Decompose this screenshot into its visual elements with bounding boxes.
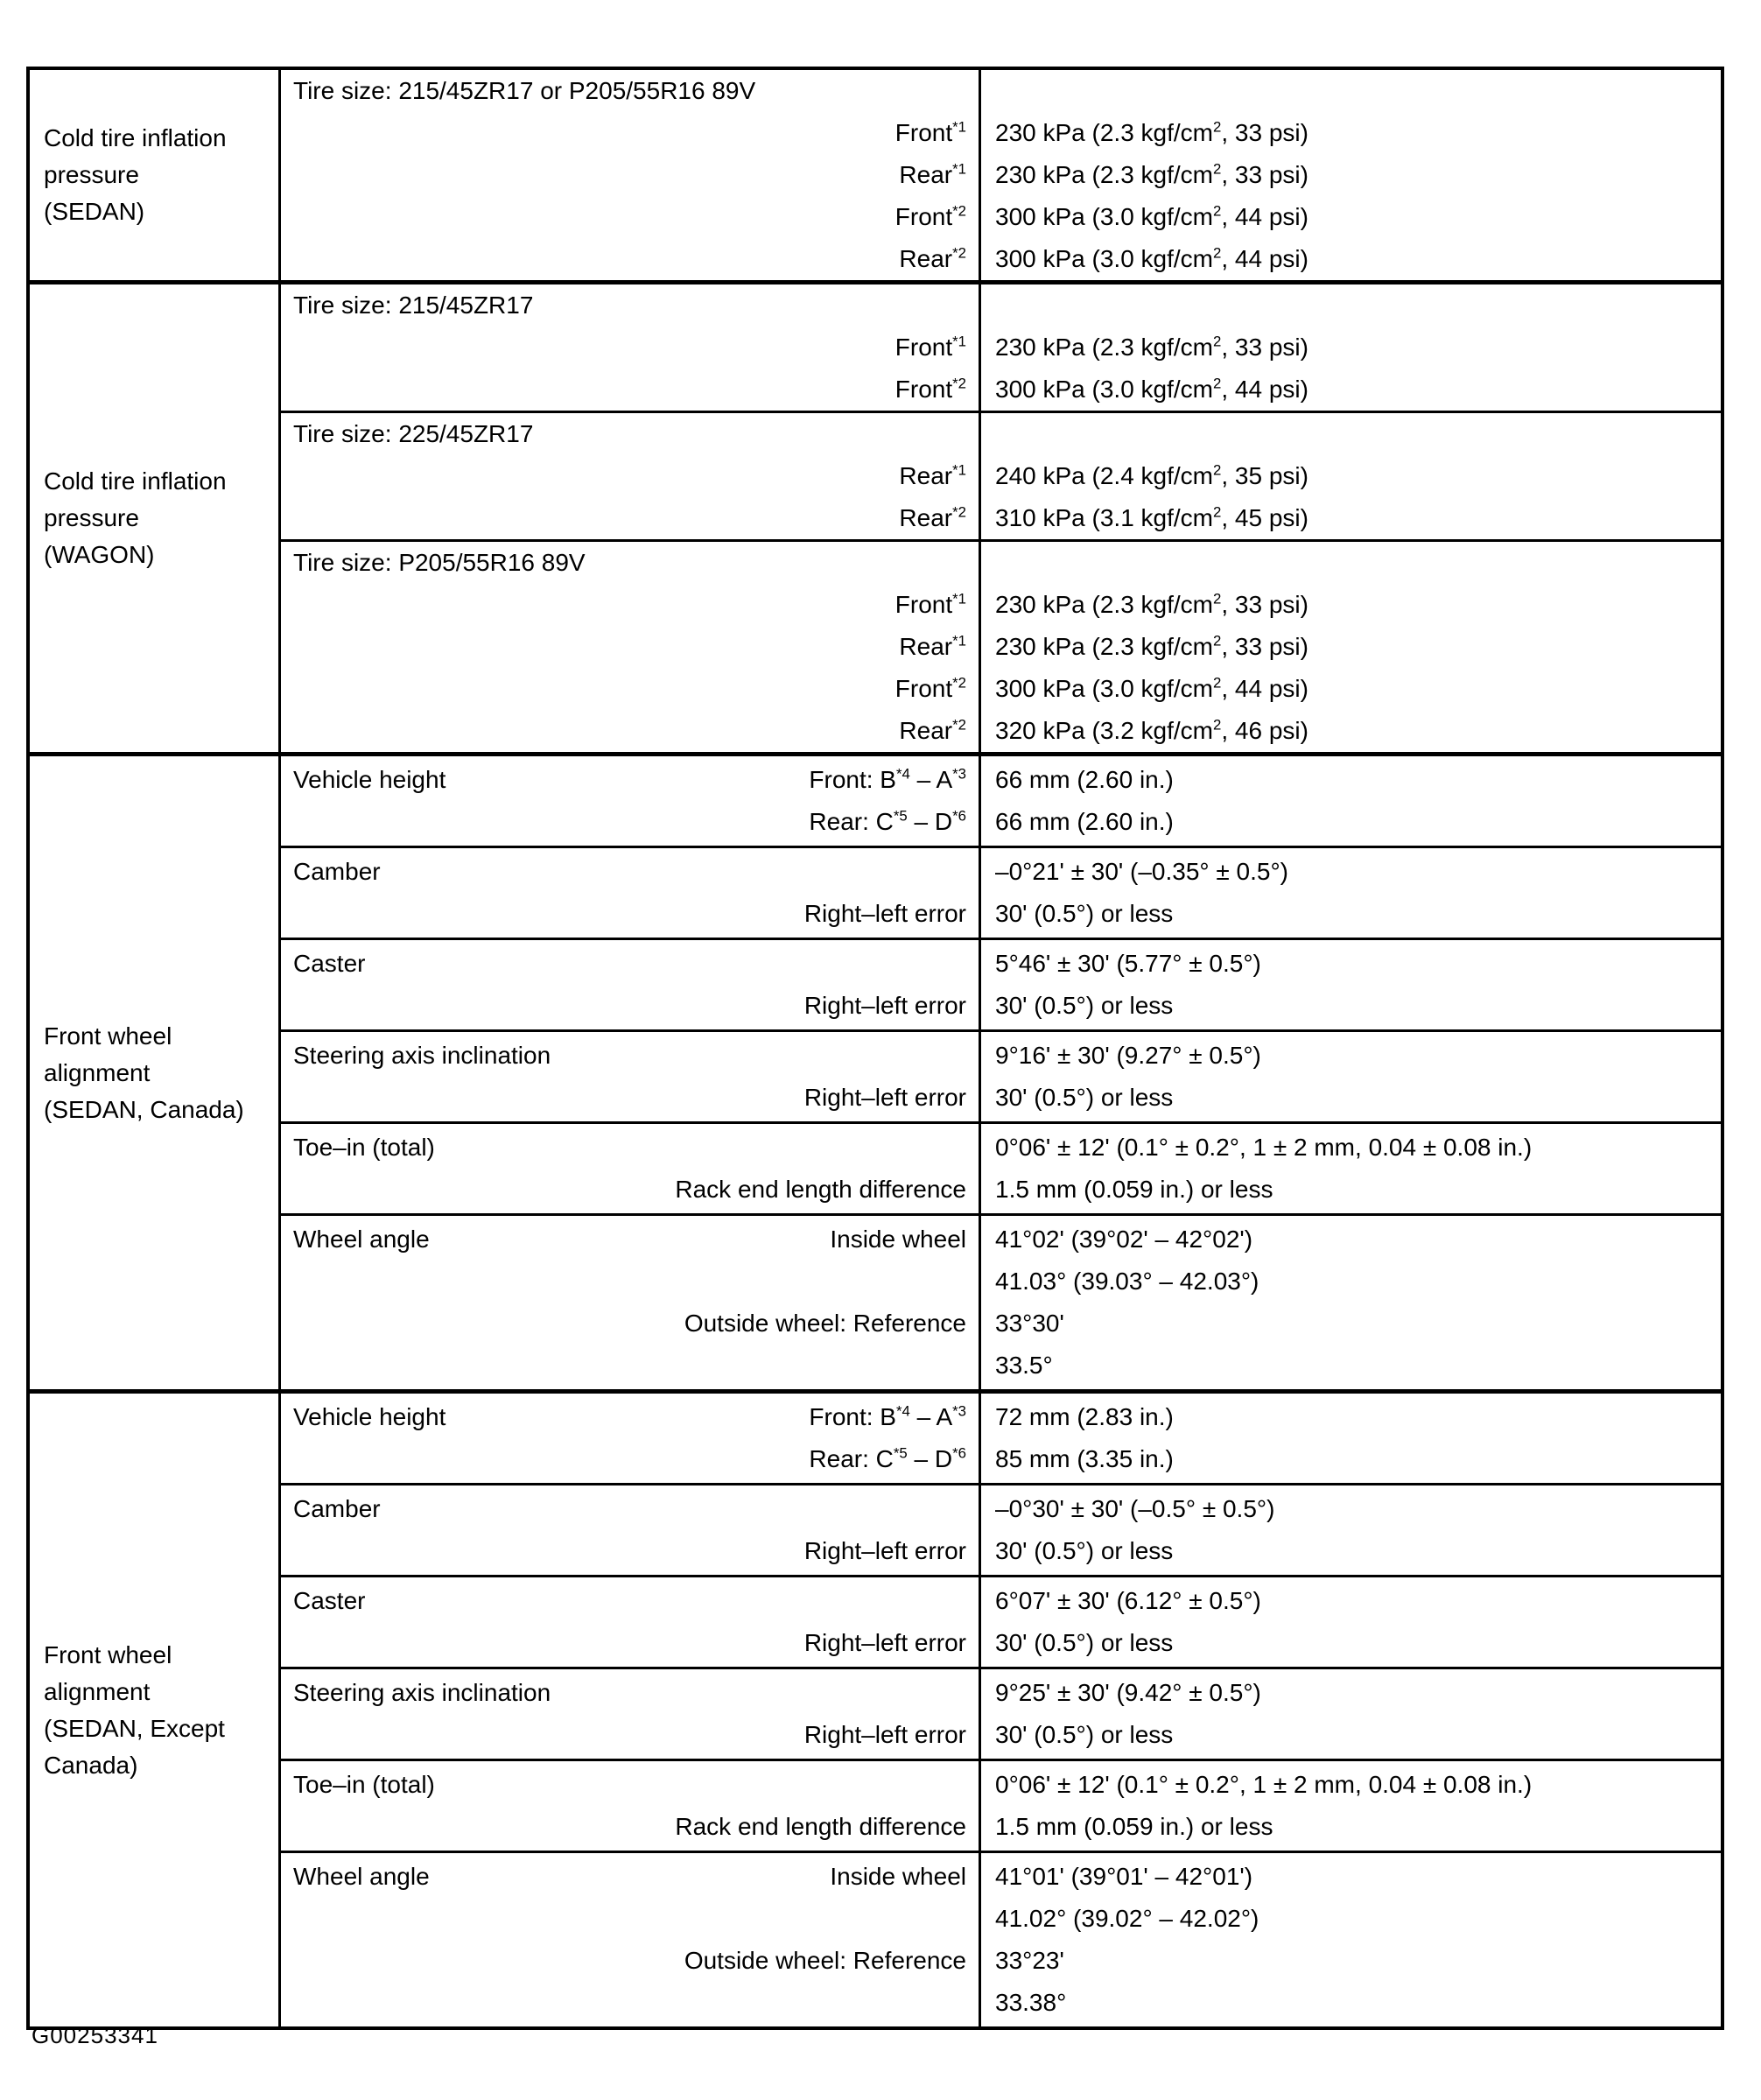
row-value: 85 mm (3.35 in.) [995,1445,1174,1472]
section-label-line: (SEDAN) [44,198,145,225]
spec-group-wheel-angle [281,1213,1721,1389]
row-sublabel: Front: $B^{*4} - A^{*3}$ [809,1402,966,1430]
section-label-line: alignment [44,1058,151,1086]
section-label-line: alignment [44,1677,151,1705]
row-value: 240 kPa (2.4 kgf/$cm^2$, 35 psi) [995,461,1308,489]
row-sublabel: Rear$^{*2}$ [899,244,966,272]
row-value: 30' (0.5°) or less [995,1629,1174,1656]
row-value-spacer [981,284,1721,327]
spec-group-steering-axis-inclination [281,1667,1721,1759]
row-sublabel: Front$^{*2}$ [895,202,966,230]
row-sublabel: Rear$^{*1}$ [899,160,966,188]
group-label: Vehicle height [293,766,446,793]
row-sublabel: Rear: $C^{*5} - D^{*6}$ [809,1444,966,1472]
section-alignment-sedan-except-canada [30,1389,1721,2026]
row-value: 230 kPa (2.3 kgf/$cm^2$, 33 psi) [995,632,1308,660]
row-value: 230 kPa (2.3 kgf/$cm^2$, 33 psi) [995,160,1308,188]
spec-group-vehicle-height [281,756,1721,846]
row-value: 41.02° (39.02° – 42.02°) [995,1905,1259,1932]
row-value: 33°30' [995,1310,1064,1337]
row-value: –0°21' ± 30' (–0.35° ± 0.5°) [995,858,1288,885]
row-value: 230 kPa (2.3 kgf/$cm^2$, 33 psi) [995,118,1308,146]
row-sublabel: Inside wheel [830,1863,966,1890]
section-label-line: pressure [44,504,139,531]
row-value: 30' (0.5°) or less [995,900,1174,927]
spec-group-caster [281,938,1721,1029]
section-tire-pressure-wagon [30,280,1721,752]
tire-size-header: Tire size: 215/45ZR17 or P205/55R16 89V [293,77,756,104]
group-label: Steering axis inclination [293,1042,551,1069]
row-sublabel: Front$^{*1}$ [895,590,966,618]
row-sublabel [281,1261,979,1303]
row-value-spacer [981,413,1721,455]
row-value: 66 mm (2.60 in.) [995,766,1174,793]
section-tire-pressure-sedan [30,70,1721,280]
row-sublabel: Right–left error [803,1537,966,1564]
row-sublabel: Right–left error [803,900,966,927]
row-sublabel: Right–left error [803,1721,966,1748]
row-value: 41°01' (39°01' – 42°01') [995,1863,1253,1890]
group-label: Toe–in (total) [293,1771,435,1798]
row-sublabel: Rack end length difference [675,1176,966,1203]
section-alignment-sedan-canada [30,752,1721,1389]
section-label [30,284,281,752]
row-value: 310 kPa (3.1 kgf/$cm^2$, 45 psi) [995,503,1308,531]
tire-size-group [281,70,1721,280]
section-label-line: Cold tire inflation [44,467,227,495]
row-value: 1.5 mm (0.059 in.) or less [995,1813,1273,1840]
row-value: 30' (0.5°) or less [995,1721,1174,1748]
row-sublabel: Rack end length difference [675,1813,966,1840]
section-label [30,1394,281,2026]
row-value: 41°02' (39°02' – 42°02') [995,1226,1253,1253]
group-label: Toe–in (total) [293,1134,435,1161]
group-label: Vehicle height [293,1403,446,1430]
spec-group-toe-in [281,1121,1721,1213]
section-label-line: (SEDAN, Except [44,1714,225,1742]
group-label: Steering axis inclination [293,1679,551,1706]
spec-group-vehicle-height [281,1394,1721,1483]
group-label: Caster [293,1587,366,1614]
row-value: 9°16' ± 30' (9.27° ± 0.5°) [995,1042,1261,1069]
row-sublabel: Front$^{*2}$ [895,674,966,702]
row-value-spacer [981,70,1721,112]
row-value: 300 kPa (3.0 kgf/$cm^2$, 44 psi) [995,375,1308,403]
row-sublabel: Outside wheel: Reference [684,1947,966,1974]
section-label-line: pressure [44,161,139,188]
row-value: 33.5° [995,1352,1053,1379]
section-label [30,756,281,1389]
row-sublabel: Front$^{*1}$ [895,333,966,361]
specification-table [26,67,1724,2030]
row-value: 66 mm (2.60 in.) [995,808,1174,835]
group-label: Wheel angle [293,1226,430,1253]
tire-size-group [281,284,1721,411]
row-sublabel: Rear$^{*1}$ [899,461,966,489]
row-value: 320 kPa (3.2 kgf/$cm^2$, 46 psi) [995,716,1308,744]
row-value-spacer [981,542,1721,584]
row-value: 6°07' ± 30' (6.12° ± 0.5°) [995,1587,1261,1614]
spec-group-camber [281,1483,1721,1575]
section-label [30,70,281,280]
section-label-line: (WAGON) [44,541,155,568]
tire-size-header: Tire size: P205/55R16 89V [293,549,586,576]
row-sublabel [281,1898,979,1940]
row-value: 230 kPa (2.3 kgf/$cm^2$, 33 psi) [995,590,1308,618]
row-value: 41.03° (39.03° – 42.03°) [995,1268,1259,1295]
spec-group-wheel-angle [281,1851,1721,2026]
figure-code: G00253341 [32,2022,158,2048]
row-value: 5°46' ± 30' (5.77° ± 0.5°) [995,950,1261,977]
tire-size-header: Tire size: 215/45ZR17 [293,291,534,319]
row-value: 300 kPa (3.0 kgf/$cm^2$, 44 psi) [995,244,1308,272]
row-value: 0°06' ± 12' (0.1° ± 0.2°, 1 ± 2 mm, 0.04 ± 0.08 in.) [995,1771,1533,1798]
row-sublabel: Front: $B^{*4} - A^{*3}$ [809,765,966,793]
row-value: 33.38° [995,1989,1067,2016]
row-value: 30' (0.5°) or less [995,1084,1174,1111]
row-sublabel: Right–left error [803,1084,966,1111]
row-sublabel: Rear$^{*1}$ [899,632,966,660]
section-label-line: Front wheel [44,1022,172,1050]
section-label-line: Cold tire inflation [44,124,227,151]
spec-group-caster [281,1575,1721,1667]
spec-group-steering-axis-inclination [281,1029,1721,1121]
spec-group-camber [281,846,1721,938]
tire-size-group [281,539,1721,752]
row-sublabel: Right–left error [803,992,966,1019]
tire-size-header: Tire size: 225/45ZR17 [293,420,534,447]
row-value: 1.5 mm (0.059 in.) or less [995,1176,1273,1203]
section-label-line: Front wheel [44,1640,172,1668]
group-label: Camber [293,858,381,885]
row-sublabel: Front$^{*2}$ [895,375,966,403]
row-sublabel: Rear: $C^{*5} - D^{*6}$ [809,807,966,835]
section-label-line: Canada) [44,1751,138,1779]
row-value: 72 mm (2.83 in.) [995,1403,1174,1430]
group-label: Camber [293,1495,381,1522]
row-value: 9°25' ± 30' (9.42° ± 0.5°) [995,1679,1261,1706]
row-value: 33°23' [995,1947,1064,1974]
section-label-line: (SEDAN, Canada) [44,1095,244,1123]
group-label: Caster [293,950,366,977]
row-sublabel: Rear$^{*2}$ [899,503,966,531]
row-sublabel [281,1345,979,1387]
tire-size-group [281,411,1721,539]
row-value: –0°30' ± 30' (–0.5° ± 0.5°) [995,1495,1275,1522]
row-value: 230 kPa (2.3 kgf/$cm^2$, 33 psi) [995,333,1308,361]
row-sublabel: Front$^{*1}$ [895,118,966,146]
row-value: 300 kPa (3.0 kgf/$cm^2$, 44 psi) [995,202,1308,230]
spec-group-toe-in [281,1759,1721,1851]
row-sublabel: Right–left error [803,1629,966,1656]
row-value: 300 kPa (3.0 kgf/$cm^2$, 44 psi) [995,674,1308,702]
group-label: Wheel angle [293,1863,430,1890]
row-sublabel [281,1982,979,2024]
row-value: 30' (0.5°) or less [995,1537,1174,1564]
row-sublabel: Outside wheel: Reference [684,1310,966,1337]
row-value: 30' (0.5°) or less [995,992,1174,1019]
row-value: 0°06' ± 12' (0.1° ± 0.2°, 1 ± 2 mm, 0.04 ± 0.08 in.) [995,1134,1533,1161]
row-sublabel: Rear$^{*2}$ [899,716,966,744]
row-sublabel: Inside wheel [830,1226,966,1253]
